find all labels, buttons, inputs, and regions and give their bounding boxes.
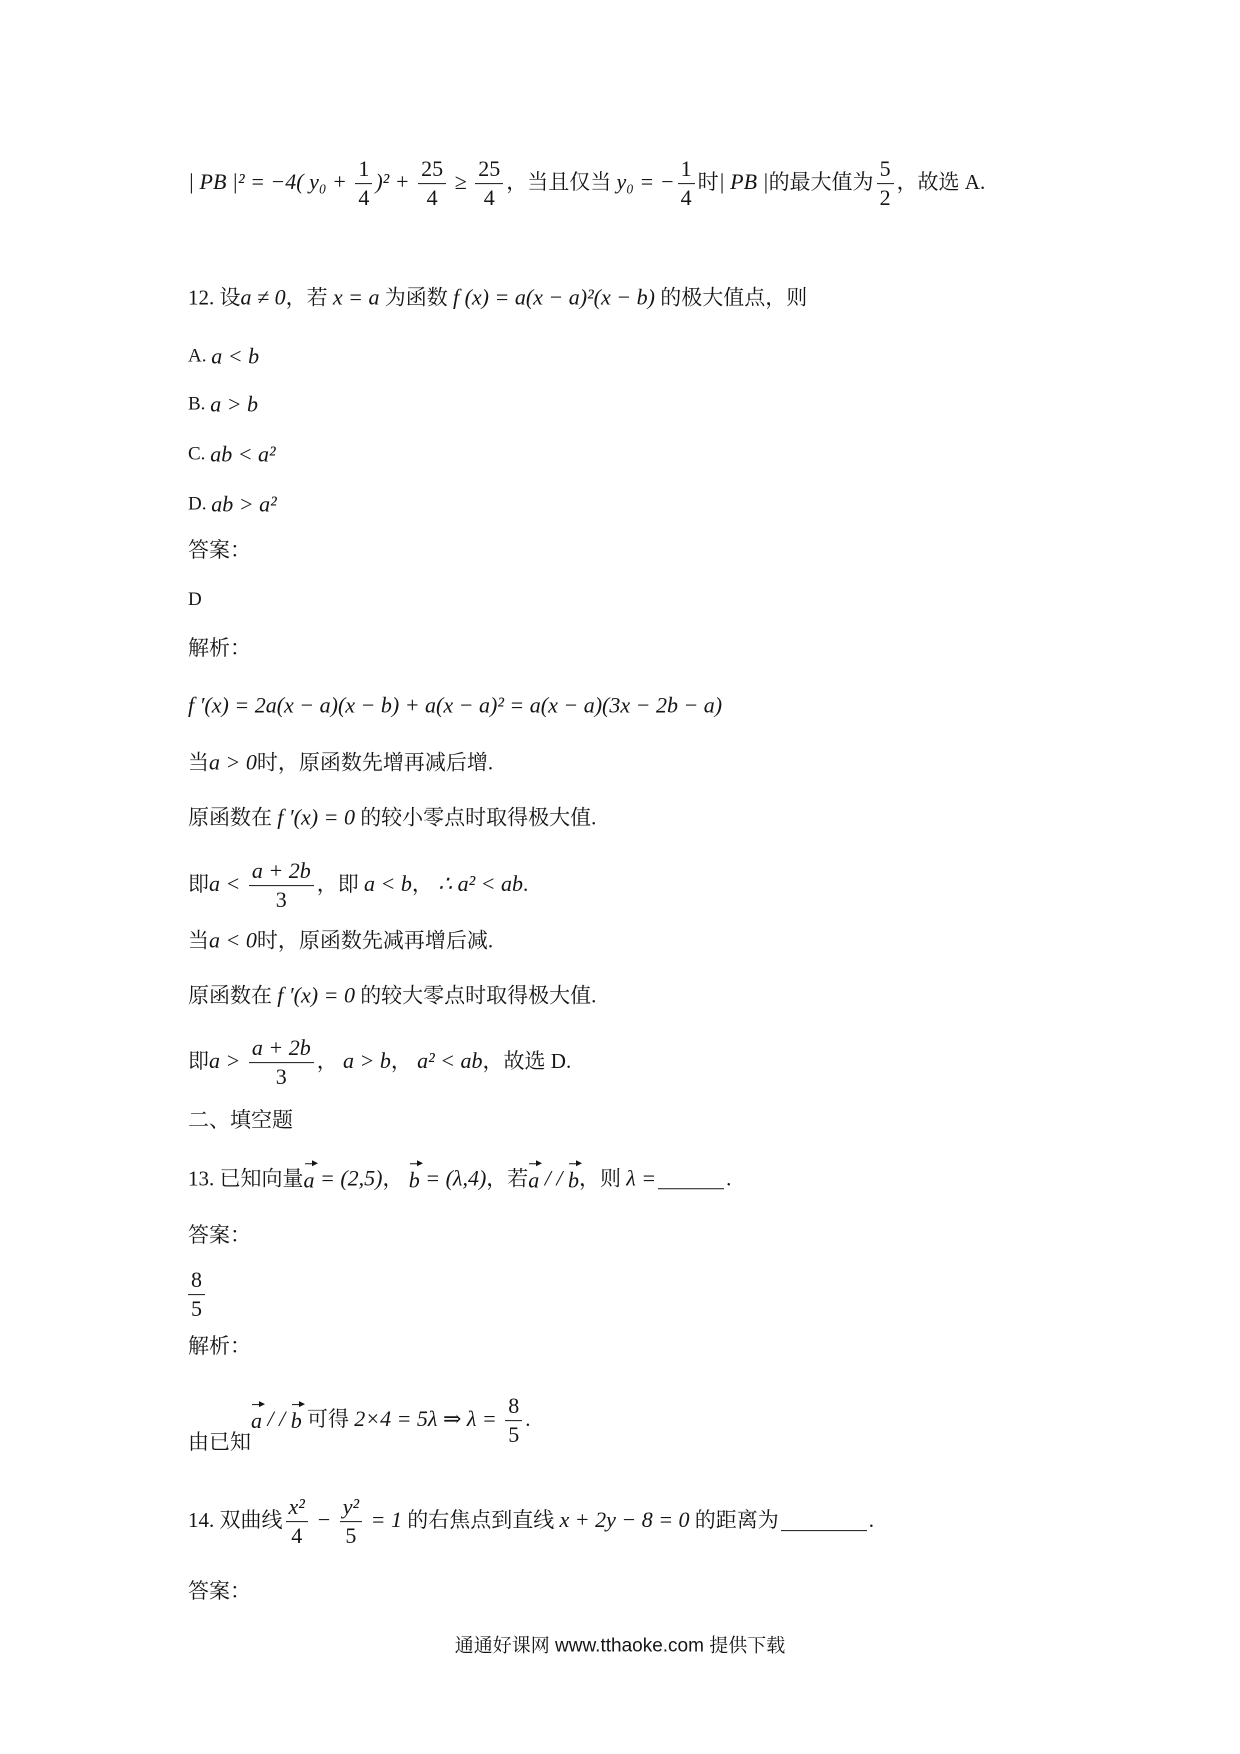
q12-stem [188, 283, 807, 311]
option-label: C. [188, 443, 211, 465]
math-expression: | PB | [718, 169, 769, 195]
text-segment: ， [411, 871, 439, 896]
fraction-denominator: 5 [345, 1523, 357, 1549]
answer-label: 答案： [188, 1222, 251, 1247]
math-expression: ≥ [449, 169, 473, 195]
option-label: B. [188, 393, 211, 415]
answer-label: 答案： [188, 537, 251, 562]
text-segment: 可得 [301, 1406, 355, 1431]
answer-fraction [188, 1267, 205, 1323]
fraction-numerator: a + 2b [249, 1035, 314, 1063]
math-expression: − [310, 1507, 337, 1533]
text-segment: . [525, 1406, 531, 1431]
vector-a: a [304, 1162, 315, 1194]
text-segment: ，则 [579, 1165, 627, 1190]
vector-b: b [409, 1162, 420, 1194]
text-segment: ，即 [316, 871, 364, 896]
text-segment: . [868, 1507, 875, 1532]
math-expression: )² + [375, 169, 416, 195]
fraction-numerator: 5 [877, 156, 894, 184]
text-segment: 时 [697, 169, 719, 194]
q14-stem [188, 1492, 874, 1548]
fraction-denominator: 3 [275, 887, 287, 913]
fraction [475, 156, 503, 212]
fraction-denominator: 4 [426, 185, 438, 211]
math-expression: f ′(x) = 0 [277, 804, 355, 830]
fraction [249, 1035, 314, 1091]
fraction-numerator: 1 [355, 156, 372, 184]
parallel-symbol: / / [539, 1165, 569, 1191]
vector-a: a [528, 1162, 539, 1194]
answer-value: D [188, 589, 202, 611]
vector-b: b [291, 1403, 302, 1435]
text-segment: 的极大值点，则 [654, 284, 808, 309]
fraction [505, 1393, 522, 1449]
text-segment: 即 [188, 871, 209, 896]
math-expression: | PB |² = −4( y₀ + [188, 169, 353, 195]
section-heading: 二、填空题 [188, 1107, 293, 1132]
option-expression: a < b [211, 343, 260, 369]
text-segment: 时，原函数先增再减后增. [256, 749, 494, 774]
option-expression: ab < a² [210, 441, 276, 467]
vector-b: b [568, 1162, 579, 1194]
text-segment: ，故选 A. [896, 169, 986, 194]
q13-answer [188, 1265, 208, 1321]
math-expression: 2×4 = 5λ ⇒ λ = [354, 1406, 503, 1432]
fraction-numerator: y² [340, 1494, 362, 1522]
fraction-numerator: 8 [188, 1267, 205, 1295]
text-segment: 的较大零点时取得极大值. [354, 982, 597, 1007]
math-expression: ∴ a² < ab [438, 871, 524, 897]
fraction-denominator: 3 [275, 1064, 287, 1090]
math-expression: a ≠ 0 [240, 284, 286, 310]
fraction-denominator: 4 [358, 185, 370, 211]
fraction-numerator: a + 2b [249, 858, 314, 886]
question-number: 12. 设 [188, 284, 241, 309]
fraction [355, 156, 372, 212]
text-segment: ，当且仅当 [506, 169, 617, 194]
text-segment: 当 [188, 927, 209, 952]
text-segment: 的距离为 [689, 1507, 779, 1532]
fraction-numerator: 25 [475, 156, 503, 184]
q12-option-c [188, 440, 276, 468]
option-label: D. [188, 493, 212, 515]
text-segment: . [726, 1165, 732, 1190]
page-footer: 通通好课网 www.tthaoke.com 提供下载 [454, 1635, 786, 1657]
q12-case-negative-maximum [188, 981, 596, 1009]
fraction [877, 156, 894, 212]
q12-answer-label [188, 537, 251, 563]
text-segment: 当 [188, 749, 209, 774]
q12-case-positive-inequality [188, 856, 528, 912]
q12-option-a [188, 342, 259, 370]
q13-analysis [188, 1391, 531, 1454]
q13-stem [188, 1162, 731, 1194]
text-segment: 原函数在 [188, 804, 278, 829]
q12-option-d [188, 490, 277, 518]
fraction [418, 156, 446, 212]
q12-case-negative-inequality [188, 1033, 571, 1089]
math-expression: a < [209, 871, 246, 897]
math-expression: λ = [626, 1165, 657, 1191]
math-expression: a < 0 [209, 927, 257, 953]
answer-blank [658, 1167, 724, 1190]
math-expression: a > b [342, 1048, 391, 1074]
text-segment: 原函数在 [188, 982, 278, 1007]
question-number: 14. 双曲线 [188, 1507, 283, 1532]
text-segment: ， [390, 1048, 418, 1073]
q12-derivative [188, 691, 722, 719]
math-expression: a < b [363, 871, 412, 897]
analysis-label: 解析： [188, 635, 251, 660]
q13-analysis-label [188, 1333, 251, 1359]
fraction-numerator: 8 [505, 1393, 522, 1421]
fraction-denominator: 2 [879, 185, 891, 211]
q12-analysis-label [188, 635, 251, 661]
math-expression: a > [209, 1048, 246, 1074]
q13-answer-label [188, 1222, 251, 1248]
text-segment: 的最大值为 [768, 169, 874, 194]
text-segment: 的较小零点时取得极大值. [354, 804, 597, 829]
fraction-denominator: 5 [191, 1296, 202, 1322]
analysis-label: 解析： [188, 1333, 251, 1358]
vector-a: a [251, 1403, 262, 1435]
q14-answer-label [188, 1578, 251, 1604]
text-segment: ， [382, 1165, 409, 1190]
math-expression: = (2,5) [314, 1165, 383, 1191]
text-segment: 为函数 [379, 284, 453, 309]
text-segment: ，若 [486, 1165, 529, 1190]
q12-answer [188, 588, 202, 612]
q12-case-positive-maximum [188, 803, 596, 831]
math-expression: x + 2y − 8 = 0 [559, 1507, 690, 1533]
fraction-denominator: 5 [508, 1422, 520, 1448]
fraction-numerator: 1 [678, 156, 695, 184]
text-segment: ，故选 D. [482, 1048, 572, 1073]
q12-case-negative [188, 926, 493, 954]
text-segment: ，若 [285, 284, 333, 309]
q11-solution-tail [188, 154, 985, 210]
math-expression: = 1 [365, 1507, 402, 1533]
math-expression: a > 0 [209, 749, 257, 775]
answer-blank [781, 1509, 867, 1532]
math-expression: f ′(x) = 2a(x − a)(x − b) + a(x − a)² = a(x − a)(3x − 2b − a) [188, 692, 723, 718]
text-segment: ， [316, 1048, 343, 1073]
math-expression: = (λ,4) [419, 1165, 487, 1191]
section-title [188, 1107, 293, 1133]
text-segment: . [523, 871, 529, 896]
fraction-denominator: 4 [680, 185, 692, 211]
fraction-numerator: 25 [418, 156, 446, 184]
fraction [249, 858, 314, 914]
math-expression: f (x) = a(x − a)²(x − b) [452, 284, 655, 310]
option-label: A. [188, 345, 212, 367]
text-segment: 时，原函数先减再增后减. [256, 927, 494, 952]
fraction [286, 1494, 308, 1550]
math-expression: f ′(x) = 0 [277, 982, 355, 1008]
fraction-denominator: 4 [291, 1523, 303, 1549]
text-segment: 的右焦点到直线 [401, 1507, 560, 1532]
math-expression: x = a [332, 284, 380, 310]
question-number: 13. 已知向量 [188, 1165, 304, 1190]
q12-case-positive [188, 748, 493, 776]
fraction-numerator: x² [286, 1494, 308, 1522]
fraction [340, 1494, 362, 1550]
fraction [678, 156, 695, 212]
math-expression: a² < ab [417, 1048, 483, 1074]
answer-label: 答案： [188, 1578, 251, 1603]
math-expression: y₀ = − [616, 169, 675, 195]
q12-option-b [188, 390, 258, 418]
text-segment: 即 [188, 1048, 209, 1073]
option-expression: a > b [210, 391, 259, 417]
fraction-denominator: 4 [483, 185, 495, 211]
option-expression: ab > a² [211, 491, 277, 517]
parallel-symbol: / / [262, 1406, 291, 1432]
text-segment: 由已知 [188, 1429, 251, 1454]
